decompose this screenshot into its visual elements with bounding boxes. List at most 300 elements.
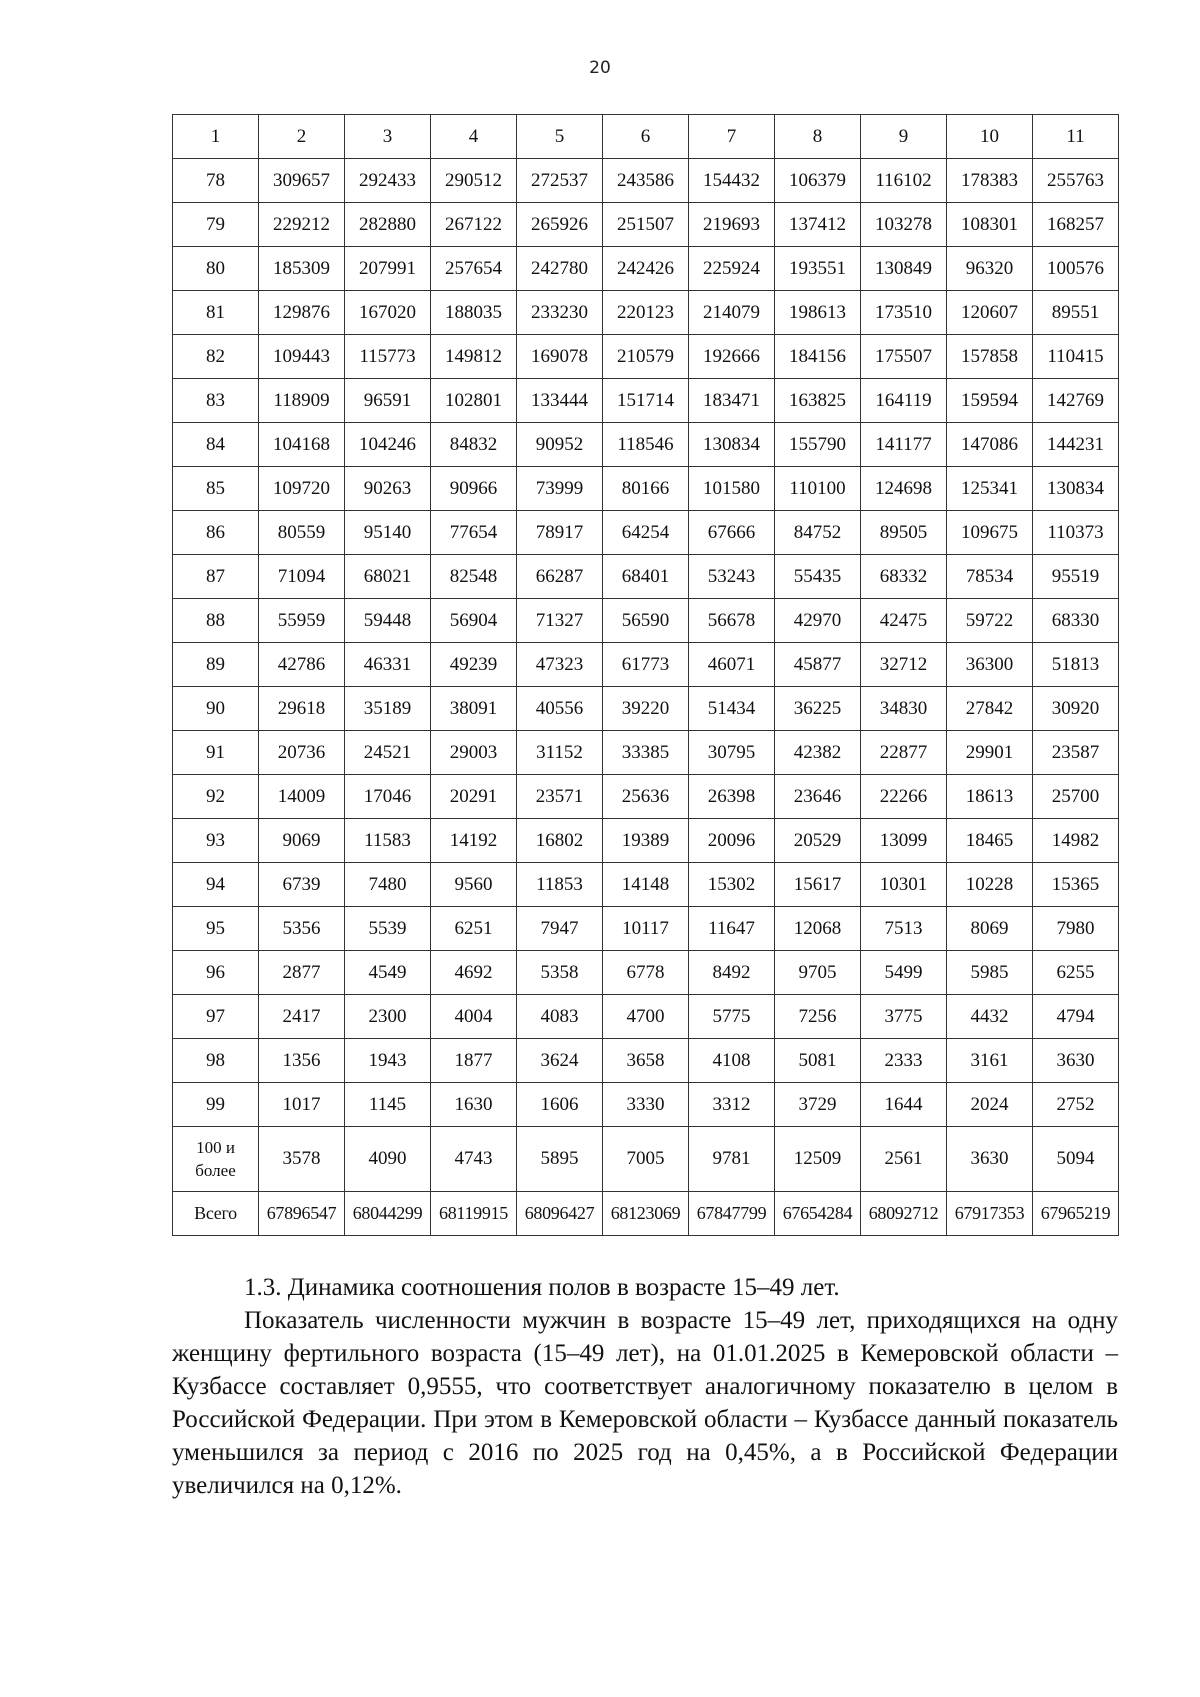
table-body xyxy=(173,115,1119,1236)
age-cell: 85 xyxy=(173,467,259,511)
table-row xyxy=(173,511,1119,555)
value-cell: 178383 xyxy=(947,159,1033,203)
value-cell: 198613 xyxy=(775,291,861,335)
value-cell: 106379 xyxy=(775,159,861,203)
age-cell: 96 xyxy=(173,951,259,995)
value-cell: 175507 xyxy=(861,335,947,379)
value-cell: 20096 xyxy=(689,819,775,863)
total-value-cell: 67917353 xyxy=(947,1192,1033,1236)
value-cell: 118546 xyxy=(603,423,689,467)
value-cell: 11583 xyxy=(345,819,431,863)
value-cell: 4090 xyxy=(345,1127,431,1192)
value-cell: 2333 xyxy=(861,1039,947,1083)
value-cell: 1630 xyxy=(431,1083,517,1127)
table-row xyxy=(173,907,1119,951)
value-cell: 9560 xyxy=(431,863,517,907)
age-cell: 99 xyxy=(173,1083,259,1127)
value-cell: 68332 xyxy=(861,555,947,599)
value-cell: 4700 xyxy=(603,995,689,1039)
value-cell: 56590 xyxy=(603,599,689,643)
column-number-cell: 9 xyxy=(861,115,947,159)
age-cell: 78 xyxy=(173,159,259,203)
value-cell: 4794 xyxy=(1033,995,1119,1039)
value-cell: 22266 xyxy=(861,775,947,819)
value-cell: 188035 xyxy=(431,291,517,335)
value-cell: 125341 xyxy=(947,467,1033,511)
value-cell: 51813 xyxy=(1033,643,1119,687)
value-cell: 45877 xyxy=(775,643,861,687)
value-cell: 309657 xyxy=(259,159,345,203)
value-cell: 12509 xyxy=(775,1127,861,1192)
value-cell: 159594 xyxy=(947,379,1033,423)
value-cell: 84832 xyxy=(431,423,517,467)
value-cell: 56678 xyxy=(689,599,775,643)
value-cell: 133444 xyxy=(517,379,603,423)
value-cell: 4692 xyxy=(431,951,517,995)
value-cell: 73999 xyxy=(517,467,603,511)
section-heading: 1.3. Динамика соотношения полов в возрасте 15–49 лет. xyxy=(244,1274,840,1301)
value-cell: 3312 xyxy=(689,1083,775,1127)
value-cell: 95140 xyxy=(345,511,431,555)
table-row xyxy=(173,203,1119,247)
value-cell: 6251 xyxy=(431,907,517,951)
value-cell: 71094 xyxy=(259,555,345,599)
value-cell: 27842 xyxy=(947,687,1033,731)
value-cell: 29003 xyxy=(431,731,517,775)
age-cell: 89 xyxy=(173,643,259,687)
value-cell: 265926 xyxy=(517,203,603,247)
value-cell: 10301 xyxy=(861,863,947,907)
value-cell: 242780 xyxy=(517,247,603,291)
value-cell: 9781 xyxy=(689,1127,775,1192)
value-cell: 61773 xyxy=(603,643,689,687)
value-cell: 1943 xyxy=(345,1039,431,1083)
value-cell: 38091 xyxy=(431,687,517,731)
value-cell: 210579 xyxy=(603,335,689,379)
value-cell: 110100 xyxy=(775,467,861,511)
value-cell: 71327 xyxy=(517,599,603,643)
value-cell: 3330 xyxy=(603,1083,689,1127)
value-cell: 4743 xyxy=(431,1127,517,1192)
value-cell: 1606 xyxy=(517,1083,603,1127)
value-cell: 78534 xyxy=(947,555,1033,599)
value-cell: 20529 xyxy=(775,819,861,863)
age-cell: 83 xyxy=(173,379,259,423)
total-value-cell: 67965219 xyxy=(1033,1192,1119,1236)
value-cell: 167020 xyxy=(345,291,431,335)
value-cell: 163825 xyxy=(775,379,861,423)
value-cell: 242426 xyxy=(603,247,689,291)
table-row xyxy=(173,775,1119,819)
column-number-cell: 1 xyxy=(173,115,259,159)
value-cell: 157858 xyxy=(947,335,1033,379)
value-cell: 4108 xyxy=(689,1039,775,1083)
value-cell: 130849 xyxy=(861,247,947,291)
value-cell: 109720 xyxy=(259,467,345,511)
value-cell: 151714 xyxy=(603,379,689,423)
value-cell: 95519 xyxy=(1033,555,1119,599)
value-cell: 55435 xyxy=(775,555,861,599)
column-number-cell: 10 xyxy=(947,115,1033,159)
total-value-cell: 67847799 xyxy=(689,1192,775,1236)
value-cell: 9069 xyxy=(259,819,345,863)
total-value-cell: 67654284 xyxy=(775,1192,861,1236)
value-cell: 47323 xyxy=(517,643,603,687)
total-value-cell: 68119915 xyxy=(431,1192,517,1236)
value-cell: 23646 xyxy=(775,775,861,819)
section-text-block xyxy=(172,1271,1118,1502)
value-cell: 1356 xyxy=(259,1039,345,1083)
column-number-cell: 6 xyxy=(603,115,689,159)
age-cell: 87 xyxy=(173,555,259,599)
value-cell: 84752 xyxy=(775,511,861,555)
table-row-100-plus xyxy=(173,1127,1119,1192)
table-row xyxy=(173,247,1119,291)
value-cell: 3729 xyxy=(775,1083,861,1127)
age-cell: 97 xyxy=(173,995,259,1039)
value-cell: 110415 xyxy=(1033,335,1119,379)
table-row-total xyxy=(173,1192,1119,1236)
value-cell: 5539 xyxy=(345,907,431,951)
table-row xyxy=(173,1039,1119,1083)
table-row xyxy=(173,555,1119,599)
value-cell: 137412 xyxy=(775,203,861,247)
table-row xyxy=(173,467,1119,511)
age-cell: 90 xyxy=(173,687,259,731)
value-cell: 115773 xyxy=(345,335,431,379)
table-row xyxy=(173,863,1119,907)
value-cell: 164119 xyxy=(861,379,947,423)
value-cell: 116102 xyxy=(861,159,947,203)
value-cell: 39220 xyxy=(603,687,689,731)
value-cell: 68401 xyxy=(603,555,689,599)
value-cell: 46071 xyxy=(689,643,775,687)
value-cell: 124698 xyxy=(861,467,947,511)
table-row xyxy=(173,731,1119,775)
age-cell: 79 xyxy=(173,203,259,247)
table-row xyxy=(173,951,1119,995)
age-cell: 92 xyxy=(173,775,259,819)
column-number-cell: 7 xyxy=(689,115,775,159)
value-cell: 214079 xyxy=(689,291,775,335)
value-cell: 220123 xyxy=(603,291,689,335)
value-cell: 104168 xyxy=(259,423,345,467)
age-cell: 93 xyxy=(173,819,259,863)
value-cell: 51434 xyxy=(689,687,775,731)
value-cell: 14982 xyxy=(1033,819,1119,863)
table-row xyxy=(173,1083,1119,1127)
value-cell: 5985 xyxy=(947,951,1033,995)
value-cell: 90263 xyxy=(345,467,431,511)
value-cell: 255763 xyxy=(1033,159,1119,203)
value-cell: 18465 xyxy=(947,819,1033,863)
column-number-cell: 5 xyxy=(517,115,603,159)
value-cell: 130834 xyxy=(689,423,775,467)
value-cell: 251507 xyxy=(603,203,689,247)
value-cell: 7005 xyxy=(603,1127,689,1192)
value-cell: 272537 xyxy=(517,159,603,203)
value-cell: 1644 xyxy=(861,1083,947,1127)
value-cell: 12068 xyxy=(775,907,861,951)
value-cell: 2752 xyxy=(1033,1083,1119,1127)
column-number-cell: 3 xyxy=(345,115,431,159)
table-row xyxy=(173,687,1119,731)
value-cell: 8492 xyxy=(689,951,775,995)
age-cell: 86 xyxy=(173,511,259,555)
value-cell: 40556 xyxy=(517,687,603,731)
value-cell: 6255 xyxy=(1033,951,1119,995)
value-cell: 56904 xyxy=(431,599,517,643)
column-number-cell: 2 xyxy=(259,115,345,159)
value-cell: 3630 xyxy=(1033,1039,1119,1083)
age-label-line-2: более xyxy=(195,1161,236,1180)
value-cell: 42382 xyxy=(775,731,861,775)
table-row xyxy=(173,819,1119,863)
value-cell: 30920 xyxy=(1033,687,1119,731)
value-cell: 42970 xyxy=(775,599,861,643)
value-cell: 5081 xyxy=(775,1039,861,1083)
value-cell: 89505 xyxy=(861,511,947,555)
value-cell: 82548 xyxy=(431,555,517,599)
value-cell: 3161 xyxy=(947,1039,1033,1083)
value-cell: 30795 xyxy=(689,731,775,775)
value-cell: 2561 xyxy=(861,1127,947,1192)
value-cell: 13099 xyxy=(861,819,947,863)
value-cell: 7480 xyxy=(345,863,431,907)
value-cell: 20291 xyxy=(431,775,517,819)
value-cell: 29618 xyxy=(259,687,345,731)
age-cell: 81 xyxy=(173,291,259,335)
value-cell: 5094 xyxy=(1033,1127,1119,1192)
total-value-cell: 67896547 xyxy=(259,1192,345,1236)
value-cell: 129876 xyxy=(259,291,345,335)
value-cell: 292433 xyxy=(345,159,431,203)
value-cell: 109443 xyxy=(259,335,345,379)
population-table-container xyxy=(172,114,1118,1236)
total-value-cell: 68123069 xyxy=(603,1192,689,1236)
table-row xyxy=(173,335,1119,379)
value-cell: 10228 xyxy=(947,863,1033,907)
value-cell: 15365 xyxy=(1033,863,1119,907)
total-value-cell: 68092712 xyxy=(861,1192,947,1236)
total-label-cell: Всего xyxy=(173,1192,259,1236)
value-cell: 6778 xyxy=(603,951,689,995)
value-cell: 77654 xyxy=(431,511,517,555)
age-cell: 88 xyxy=(173,599,259,643)
value-cell: 257654 xyxy=(431,247,517,291)
value-cell: 5358 xyxy=(517,951,603,995)
column-number-cell: 4 xyxy=(431,115,517,159)
value-cell: 10117 xyxy=(603,907,689,951)
value-cell: 55959 xyxy=(259,599,345,643)
page-number: 20 xyxy=(589,58,611,78)
value-cell: 2300 xyxy=(345,995,431,1039)
value-cell: 147086 xyxy=(947,423,1033,467)
value-cell: 19389 xyxy=(603,819,689,863)
age-cell: 84 xyxy=(173,423,259,467)
value-cell: 4083 xyxy=(517,995,603,1039)
table-row xyxy=(173,995,1119,1039)
table-row xyxy=(173,159,1119,203)
value-cell: 66287 xyxy=(517,555,603,599)
population-table xyxy=(172,114,1119,1236)
value-cell: 17046 xyxy=(345,775,431,819)
value-cell: 7947 xyxy=(517,907,603,951)
value-cell: 154432 xyxy=(689,159,775,203)
value-cell: 1145 xyxy=(345,1083,431,1127)
value-cell: 229212 xyxy=(259,203,345,247)
value-cell: 49239 xyxy=(431,643,517,687)
value-cell: 34830 xyxy=(861,687,947,731)
value-cell: 109675 xyxy=(947,511,1033,555)
value-cell: 290512 xyxy=(431,159,517,203)
table-header-row xyxy=(173,115,1119,159)
value-cell: 4004 xyxy=(431,995,517,1039)
value-cell: 168257 xyxy=(1033,203,1119,247)
value-cell: 2877 xyxy=(259,951,345,995)
value-cell: 59448 xyxy=(345,599,431,643)
value-cell: 102801 xyxy=(431,379,517,423)
value-cell: 68330 xyxy=(1033,599,1119,643)
age-cell: 94 xyxy=(173,863,259,907)
value-cell: 64254 xyxy=(603,511,689,555)
age-cell-100-plus xyxy=(173,1127,259,1192)
value-cell: 15302 xyxy=(689,863,775,907)
value-cell: 96320 xyxy=(947,247,1033,291)
value-cell: 9705 xyxy=(775,951,861,995)
value-cell: 6739 xyxy=(259,863,345,907)
value-cell: 7980 xyxy=(1033,907,1119,951)
value-cell: 1017 xyxy=(259,1083,345,1127)
value-cell: 282880 xyxy=(345,203,431,247)
value-cell: 120607 xyxy=(947,291,1033,335)
value-cell: 225924 xyxy=(689,247,775,291)
column-number-cell: 8 xyxy=(775,115,861,159)
table-row xyxy=(173,643,1119,687)
value-cell: 68021 xyxy=(345,555,431,599)
value-cell: 118909 xyxy=(259,379,345,423)
value-cell: 14192 xyxy=(431,819,517,863)
value-cell: 26398 xyxy=(689,775,775,819)
value-cell: 142769 xyxy=(1033,379,1119,423)
value-cell: 155790 xyxy=(775,423,861,467)
value-cell: 141177 xyxy=(861,423,947,467)
value-cell: 33385 xyxy=(603,731,689,775)
value-cell: 36225 xyxy=(775,687,861,731)
value-cell: 5499 xyxy=(861,951,947,995)
value-cell: 25636 xyxy=(603,775,689,819)
value-cell: 144231 xyxy=(1033,423,1119,467)
value-cell: 23571 xyxy=(517,775,603,819)
value-cell: 20736 xyxy=(259,731,345,775)
total-value-cell: 68096427 xyxy=(517,1192,603,1236)
value-cell: 108301 xyxy=(947,203,1033,247)
value-cell: 96591 xyxy=(345,379,431,423)
value-cell: 59722 xyxy=(947,599,1033,643)
age-cell: 98 xyxy=(173,1039,259,1083)
value-cell: 53243 xyxy=(689,555,775,599)
value-cell: 14009 xyxy=(259,775,345,819)
value-cell: 184156 xyxy=(775,335,861,379)
value-cell: 193551 xyxy=(775,247,861,291)
value-cell: 1877 xyxy=(431,1039,517,1083)
value-cell: 207991 xyxy=(345,247,431,291)
value-cell: 80559 xyxy=(259,511,345,555)
value-cell: 42475 xyxy=(861,599,947,643)
value-cell: 16802 xyxy=(517,819,603,863)
value-cell: 3578 xyxy=(259,1127,345,1192)
age-cell: 80 xyxy=(173,247,259,291)
value-cell: 110373 xyxy=(1033,511,1119,555)
value-cell: 25700 xyxy=(1033,775,1119,819)
value-cell: 31152 xyxy=(517,731,603,775)
value-cell: 2024 xyxy=(947,1083,1033,1127)
value-cell: 3775 xyxy=(861,995,947,1039)
value-cell: 4549 xyxy=(345,951,431,995)
value-cell: 11647 xyxy=(689,907,775,951)
value-cell: 183471 xyxy=(689,379,775,423)
value-cell: 7256 xyxy=(775,995,861,1039)
value-cell: 14148 xyxy=(603,863,689,907)
total-value-cell: 68044299 xyxy=(345,1192,431,1236)
value-cell: 24521 xyxy=(345,731,431,775)
value-cell: 3630 xyxy=(947,1127,1033,1192)
value-cell: 101580 xyxy=(689,467,775,511)
value-cell: 29901 xyxy=(947,731,1033,775)
value-cell: 219693 xyxy=(689,203,775,247)
table-row xyxy=(173,379,1119,423)
value-cell: 173510 xyxy=(861,291,947,335)
value-cell: 22877 xyxy=(861,731,947,775)
body-paragraph: Показатель численности мужчин в возрасте 15–49 лет, приходящихся на одну женщину фертильного возраста (15–49 лет), на 01.01.2025 в Кемеровской области – Кузбассе составляет 0,9555, что соответствует аналогичному показателю в целом в Российской Федерации. При этом в Кемеровской области – Кузбассе данный показатель уменьшился за период с 2016 по 2025 год на 0,45%, а в Российской Федерации увеличился на 0,12%. xyxy=(172,1307,1118,1499)
value-cell: 8069 xyxy=(947,907,1033,951)
table-row xyxy=(173,291,1119,335)
age-cell: 82 xyxy=(173,335,259,379)
value-cell: 4432 xyxy=(947,995,1033,1039)
value-cell: 46331 xyxy=(345,643,431,687)
age-cell: 91 xyxy=(173,731,259,775)
value-cell: 103278 xyxy=(861,203,947,247)
age-label-line-1: 100 и xyxy=(196,1138,235,1157)
value-cell: 3658 xyxy=(603,1039,689,1083)
value-cell: 15617 xyxy=(775,863,861,907)
age-cell: 95 xyxy=(173,907,259,951)
value-cell: 18613 xyxy=(947,775,1033,819)
value-cell: 243586 xyxy=(603,159,689,203)
value-cell: 35189 xyxy=(345,687,431,731)
column-number-cell: 11 xyxy=(1033,115,1119,159)
value-cell: 169078 xyxy=(517,335,603,379)
value-cell: 42786 xyxy=(259,643,345,687)
value-cell: 11853 xyxy=(517,863,603,907)
value-cell: 100576 xyxy=(1033,247,1119,291)
value-cell: 36300 xyxy=(947,643,1033,687)
table-row xyxy=(173,599,1119,643)
value-cell: 267122 xyxy=(431,203,517,247)
value-cell: 78917 xyxy=(517,511,603,555)
value-cell: 149812 xyxy=(431,335,517,379)
value-cell: 89551 xyxy=(1033,291,1119,335)
value-cell: 90966 xyxy=(431,467,517,511)
value-cell: 67666 xyxy=(689,511,775,555)
value-cell: 7513 xyxy=(861,907,947,951)
value-cell: 192666 xyxy=(689,335,775,379)
value-cell: 185309 xyxy=(259,247,345,291)
value-cell: 32712 xyxy=(861,643,947,687)
value-cell: 3624 xyxy=(517,1039,603,1083)
value-cell: 23587 xyxy=(1033,731,1119,775)
value-cell: 5895 xyxy=(517,1127,603,1192)
